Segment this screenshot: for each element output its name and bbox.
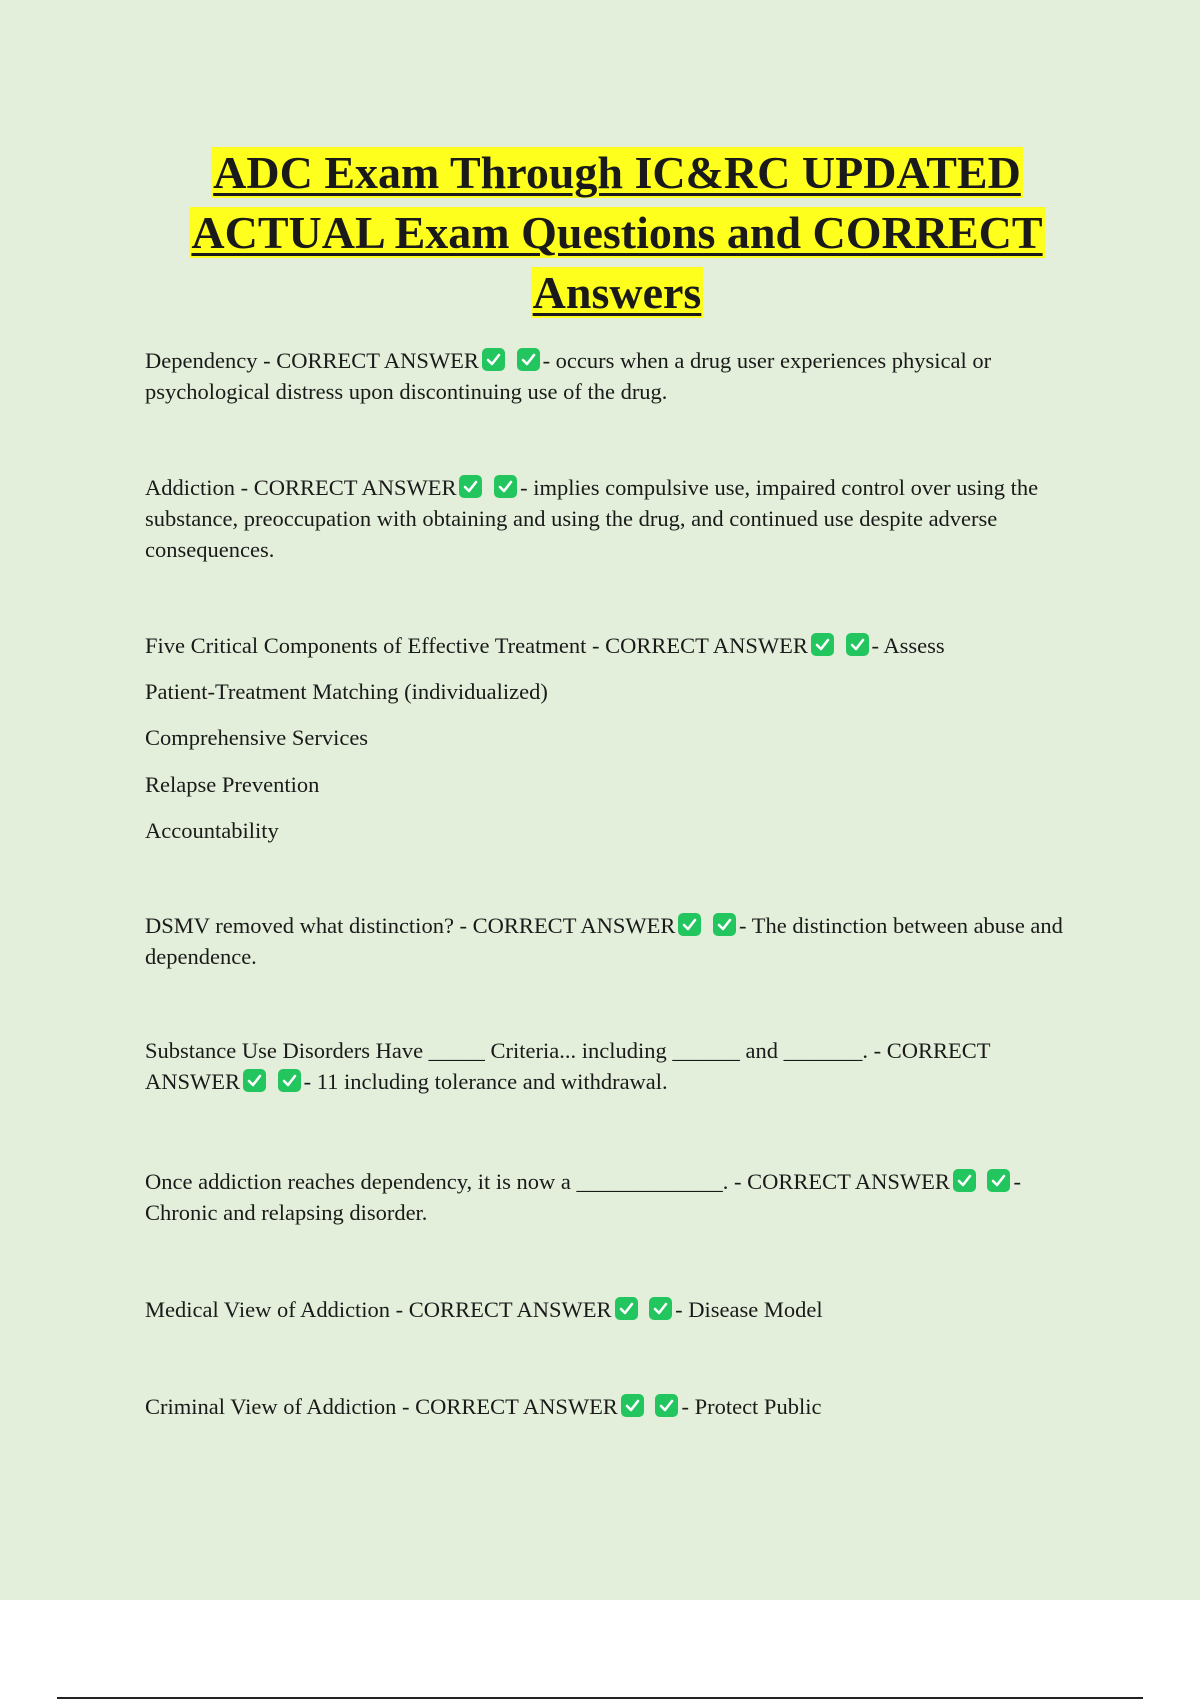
answer-text: - occurs when a drug user experiences physical or psychological distress upon discontinuing use of the drug. <box>145 348 992 404</box>
answer-text: - implies compulsive use, impaired control over using the substance, preoccupation with obtaining and using the drug, and continued use despite adverse consequences. <box>145 475 1039 562</box>
qa-item <box>145 630 1085 661</box>
qa-item <box>145 472 1085 565</box>
qa-item <box>145 910 1085 972</box>
check-icon <box>649 1297 672 1320</box>
check-icon <box>713 913 736 936</box>
answer-text: - Assess <box>871 633 945 658</box>
document-title <box>120 143 1114 323</box>
check-icon <box>678 913 701 936</box>
answer-text: - Disease Model <box>675 1297 823 1322</box>
question-text: Criminal View of Addiction - CORRECT ANSWER <box>145 1394 618 1419</box>
check-icon <box>615 1297 638 1320</box>
check-icon <box>482 348 505 371</box>
answer-continuation: Relapse Prevention <box>145 772 320 797</box>
check-icon <box>953 1169 976 1192</box>
check-icon <box>278 1069 301 1092</box>
title-highlight: ADC Exam Through IC&RC UPDATED ACTUAL Exam Questions and CORRECT Answers <box>191 147 1043 318</box>
check-icon <box>621 1394 644 1417</box>
answer-continuation: Accountability <box>145 818 279 843</box>
check-icon <box>846 633 869 656</box>
answer-text: - Chronic and relapsing disorder. <box>145 1169 1021 1225</box>
check-icon <box>494 475 517 498</box>
question-text: Substance Use Disorders Have _____ Criteria... including ______ and _______. - CORRECT ANSWER <box>145 1038 991 1094</box>
check-icon <box>811 633 834 656</box>
check-icon <box>987 1169 1010 1192</box>
question-text: Dependency - CORRECT ANSWER <box>145 348 479 373</box>
check-icon <box>243 1069 266 1092</box>
qa-item <box>145 1391 1085 1422</box>
check-icon <box>459 475 482 498</box>
qa-item <box>145 1166 1085 1228</box>
qa-item <box>145 1035 1085 1097</box>
question-text: Five Critical Components of Effective Treatment - CORRECT ANSWER <box>145 633 808 658</box>
question-text: DSMV removed what distinction? - CORRECT ANSWER <box>145 913 676 938</box>
footer-rule <box>57 1697 1143 1699</box>
qa-item <box>145 345 1085 407</box>
check-icon <box>517 348 540 371</box>
answer-continuation: Patient-Treatment Matching (individualized) <box>145 679 548 704</box>
answer-text: - 11 including tolerance and withdrawal. <box>303 1069 668 1094</box>
answer-text: - Protect Public <box>681 1394 822 1419</box>
check-icon <box>655 1394 678 1417</box>
question-text: Medical View of Addiction - CORRECT ANSWER <box>145 1297 612 1322</box>
question-text: Addiction - CORRECT ANSWER <box>145 475 457 500</box>
answer-continuation: Comprehensive Services <box>145 725 369 750</box>
answer-text: - The distinction between abuse and dependence. <box>145 913 1063 969</box>
qa-item <box>145 1294 1085 1325</box>
question-text: Once addiction reaches dependency, it is now a _____________. - CORRECT ANSWER <box>145 1169 950 1194</box>
